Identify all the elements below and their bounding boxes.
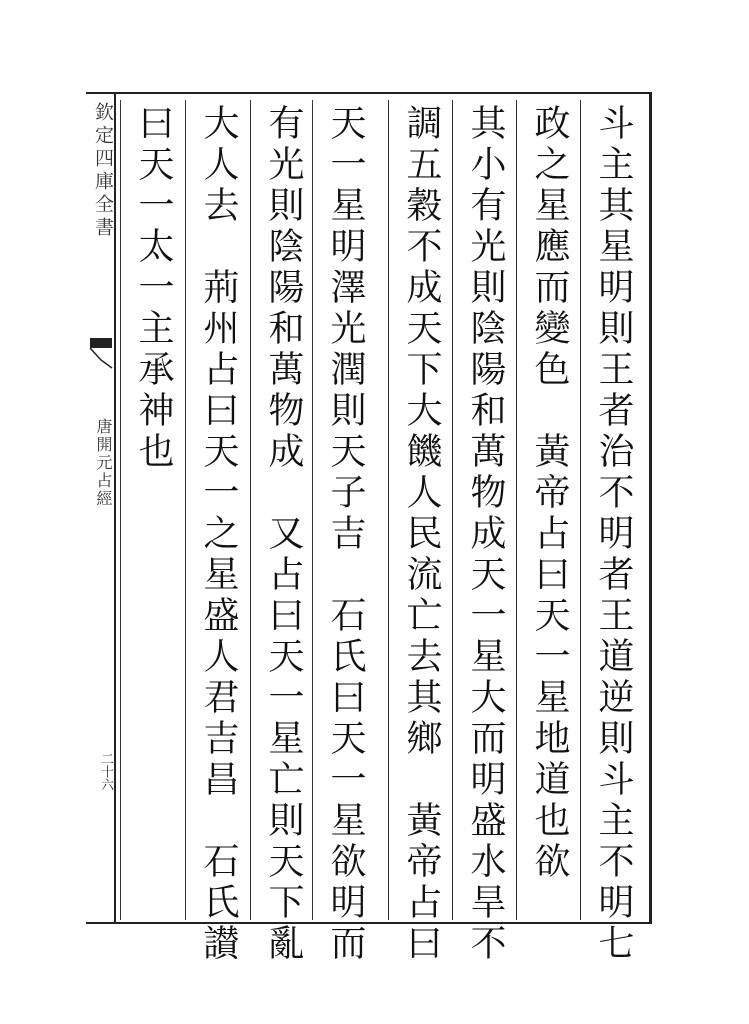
column-text: 曰天一太一主承神也 bbox=[133, 104, 174, 473]
text-column-4 bbox=[388, 100, 452, 965]
text-column-2 bbox=[516, 100, 580, 920]
text-column-8 bbox=[120, 100, 184, 920]
column-text: 其小有光則陰陽和萬物成天一星大而明盛水旱不 bbox=[465, 104, 506, 965]
fishtail-mark-icon bbox=[88, 336, 114, 370]
column-text: 政之星應而變色 黃帝占曰天一星地道也欲 bbox=[529, 104, 570, 883]
text-column-5 bbox=[312, 100, 376, 965]
margin-chapter-title: 唐開元占經 bbox=[94, 418, 113, 508]
column-text: 有光則陰陽和萬物成 又占曰天一星亡則天下亂 bbox=[263, 104, 304, 965]
margin-book-title: 欽定四庫全書 bbox=[92, 102, 114, 240]
margin-page-number: 二十六 bbox=[98, 752, 113, 791]
text-column-3 bbox=[452, 100, 516, 965]
column-text: 調五穀不成天下大饑人民流亡去其鄉 黃帝占曰 bbox=[401, 104, 442, 965]
column-text: 天一星明澤光潤則天子吉 石氏曰天一星欲明而 bbox=[325, 104, 366, 965]
column-text: 大人去 荊州占曰天一之星盛人君吉昌 石氏讃 bbox=[198, 104, 239, 965]
column-text: 斗主其星明則王者治不明者王道逆則斗主不明七 bbox=[593, 104, 634, 965]
text-column-7 bbox=[185, 100, 249, 965]
text-column-1 bbox=[580, 100, 644, 965]
text-column-6 bbox=[250, 100, 314, 965]
